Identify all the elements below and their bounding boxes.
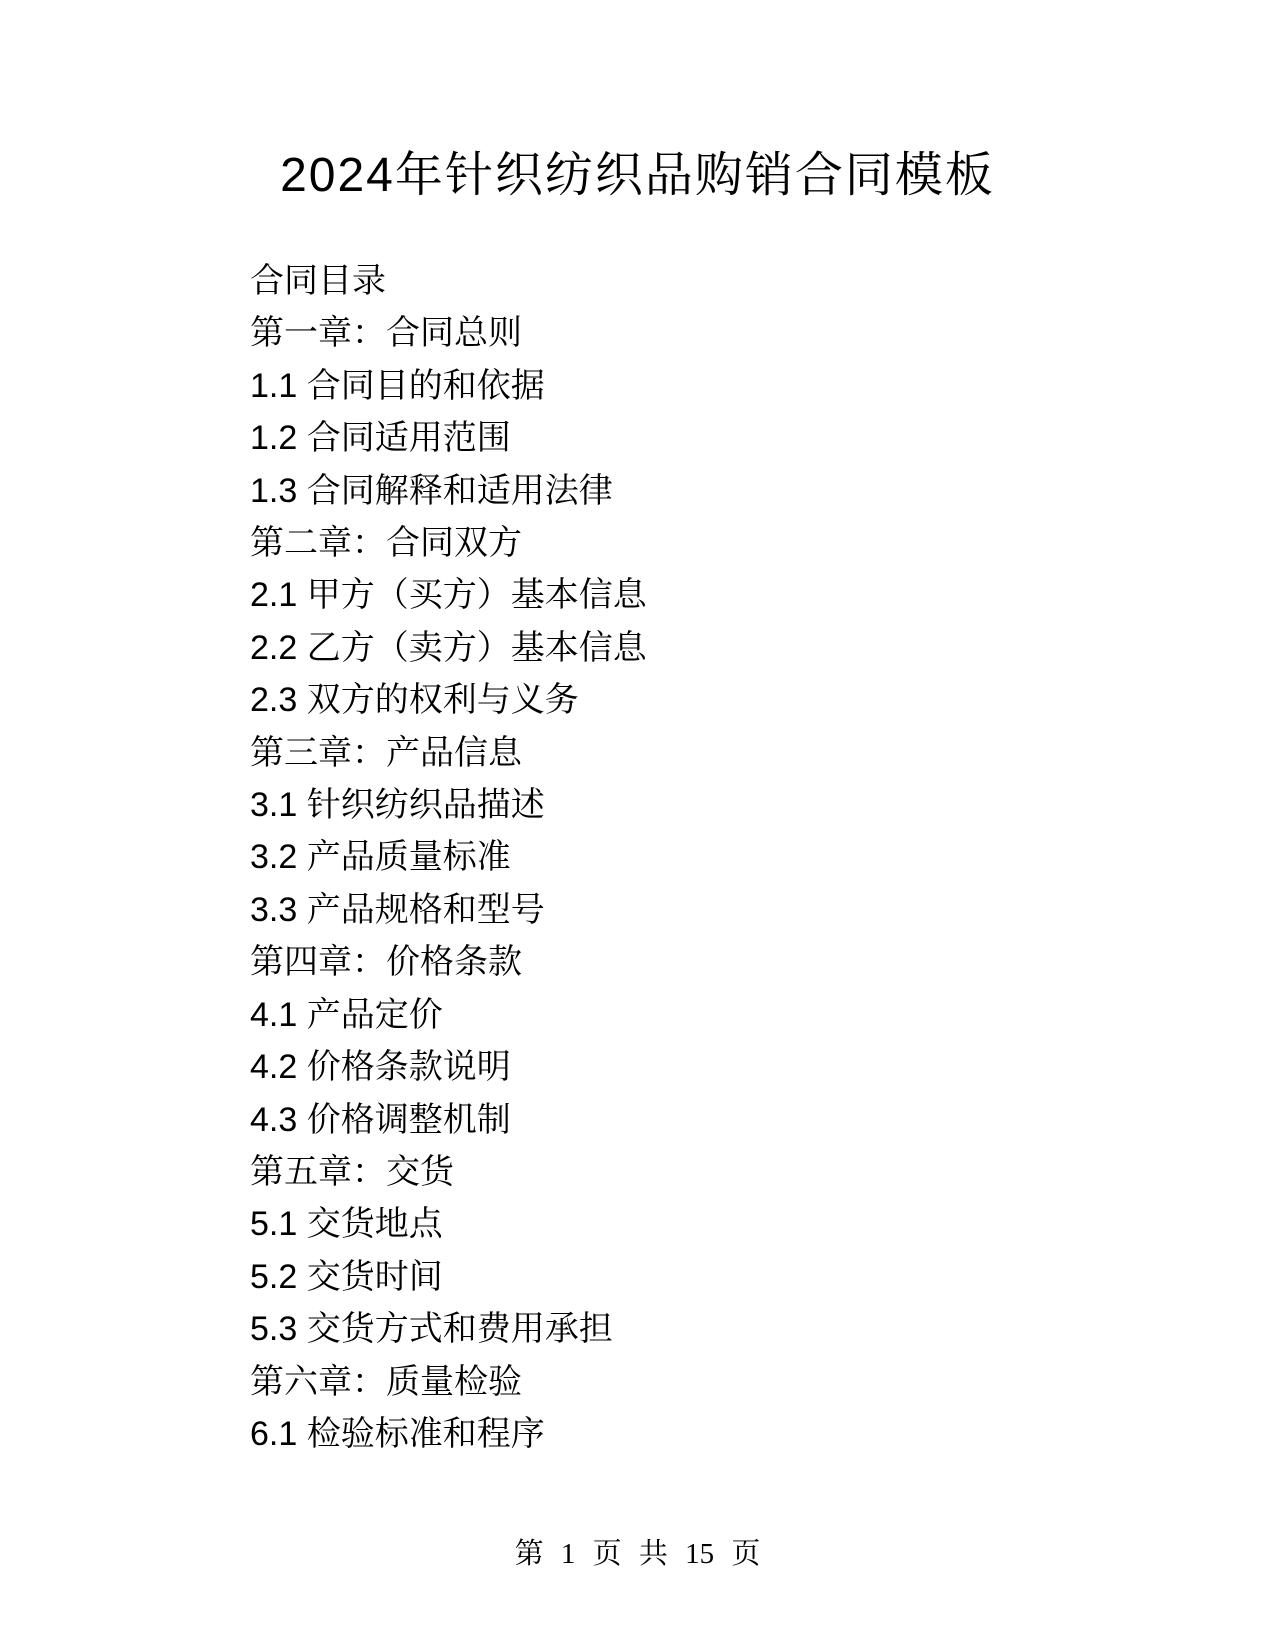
toc-entry: 3.3 产品规格和型号 bbox=[250, 890, 545, 929]
toc-entry: 1.3 合同解释和适用法律 bbox=[250, 471, 613, 510]
toc-entry: 第二章：合同双方 bbox=[250, 524, 522, 563]
toc-entry: 1.1 合同目的和依据 bbox=[250, 366, 545, 405]
toc-entry: 4.3 价格调整机制 bbox=[250, 1100, 511, 1139]
toc-entry: 1.2 合同适用范围 bbox=[250, 419, 511, 458]
toc-entry: 5.1 交货地点 bbox=[250, 1205, 443, 1244]
toc-entry: 3.1 针织纺织品描述 bbox=[250, 786, 545, 825]
toc-entry: 2.2 乙方（卖方）基本信息 bbox=[250, 628, 647, 667]
toc-entry: 3.2 产品质量标准 bbox=[250, 838, 511, 877]
page-footer bbox=[0, 1537, 1275, 1571]
page-number-text: 第 1 页 共 15 页 bbox=[514, 1538, 761, 1570]
toc-entry: 第一章：合同总则 bbox=[250, 314, 522, 353]
toc-entry: 第三章：产品信息 bbox=[250, 733, 522, 772]
document-title: 2024年针织纺织品购销合同模板 bbox=[280, 149, 995, 202]
toc-entry: 第四章：价格条款 bbox=[250, 943, 522, 982]
toc-entry: 2.3 双方的权利与义务 bbox=[250, 681, 579, 720]
toc-entry: 5.3 交货方式和费用承担 bbox=[250, 1310, 613, 1349]
toc-entry: 第五章：交货 bbox=[250, 1152, 454, 1191]
toc-entry: 第六章：质量检验 bbox=[250, 1362, 522, 1401]
toc-entry: 6.1 检验标准和程序 bbox=[250, 1414, 545, 1453]
toc-entry: 4.2 价格条款说明 bbox=[250, 1048, 511, 1087]
toc-entry: 2.1 甲方（买方）基本信息 bbox=[250, 576, 647, 615]
toc-entry: 4.1 产品定价 bbox=[250, 995, 443, 1034]
toc-list bbox=[250, 307, 647, 1460]
table-of-contents bbox=[250, 255, 647, 1460]
toc-heading: 合同目录 bbox=[250, 262, 386, 300]
toc-entry: 5.2 交货时间 bbox=[250, 1257, 443, 1296]
